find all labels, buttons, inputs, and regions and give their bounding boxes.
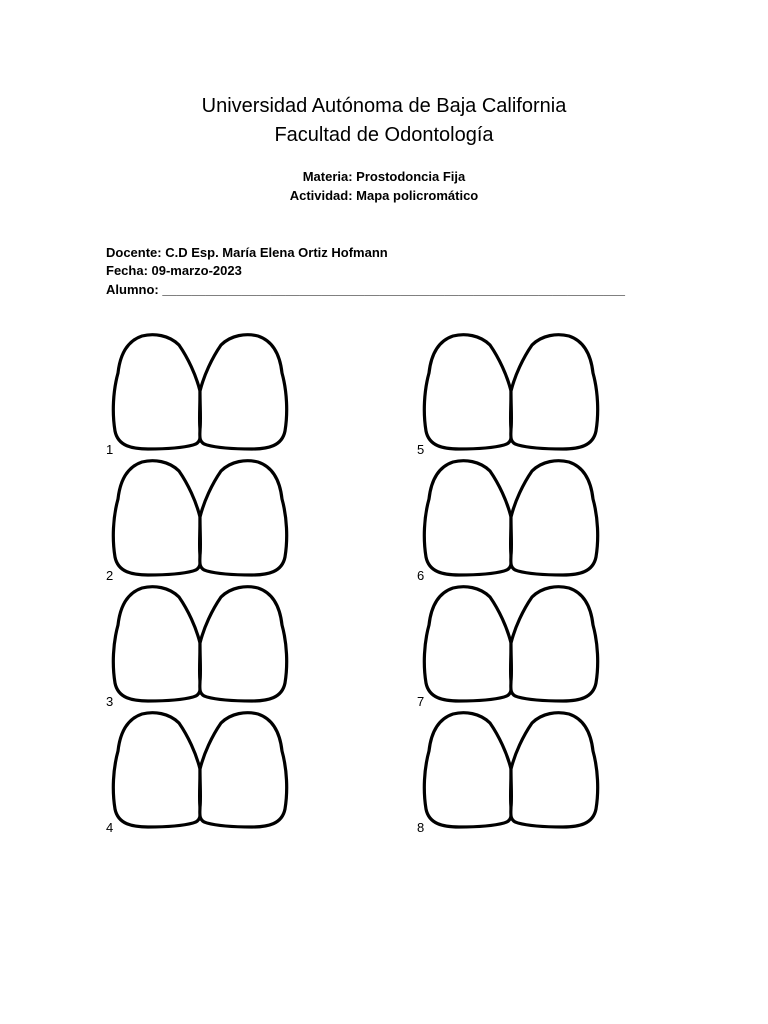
tooth-outline [421, 459, 601, 583]
incisor-left-outline [424, 587, 511, 701]
tooth-number: 8 [417, 820, 425, 835]
incisor-right-outline [511, 335, 598, 449]
teacher-line: Docente: C.D Esp. María Elena Ortiz Hofmann [106, 245, 388, 260]
student-line: Alumno: ________________________________________________________________ [106, 282, 626, 297]
tooth-number: 7 [417, 694, 425, 709]
tooth-number: 2 [106, 568, 114, 583]
incisor-right-outline [511, 461, 598, 575]
tooth-outline [421, 333, 601, 457]
faculty-title: Facultad de Odontología [274, 124, 494, 146]
tooth-outline [110, 459, 290, 583]
incisor-left-outline [424, 461, 511, 575]
tooth-outline [110, 711, 290, 835]
incisor-left-outline [113, 587, 200, 701]
tooth-outline [421, 711, 601, 835]
incisor-left-outline [113, 713, 200, 827]
tooth-number: 3 [106, 694, 114, 709]
tooth-outline [421, 585, 601, 709]
tooth-number: 6 [417, 568, 425, 583]
incisor-left-outline [113, 335, 200, 449]
activity-line: Actividad: Mapa policromático [289, 188, 479, 203]
subject-line: Materia: Prostodoncia Fija [302, 169, 466, 184]
incisor-right-outline [200, 335, 287, 449]
incisor-right-outline [200, 461, 287, 575]
incisor-right-outline [511, 713, 598, 827]
university-title: Universidad Autónoma de Baja California [201, 95, 567, 117]
tooth-outline [110, 333, 290, 457]
tooth-number: 5 [417, 442, 425, 457]
incisor-right-outline [200, 713, 287, 827]
tooth-number: 4 [106, 820, 114, 835]
incisor-left-outline [424, 713, 511, 827]
tooth-outline [110, 585, 290, 709]
incisor-right-outline [511, 587, 598, 701]
date-line: Fecha: 09-marzo-2023 [106, 263, 242, 278]
incisor-left-outline [113, 461, 200, 575]
incisor-right-outline [200, 587, 287, 701]
tooth-number: 1 [106, 442, 114, 457]
incisor-left-outline [424, 335, 511, 449]
